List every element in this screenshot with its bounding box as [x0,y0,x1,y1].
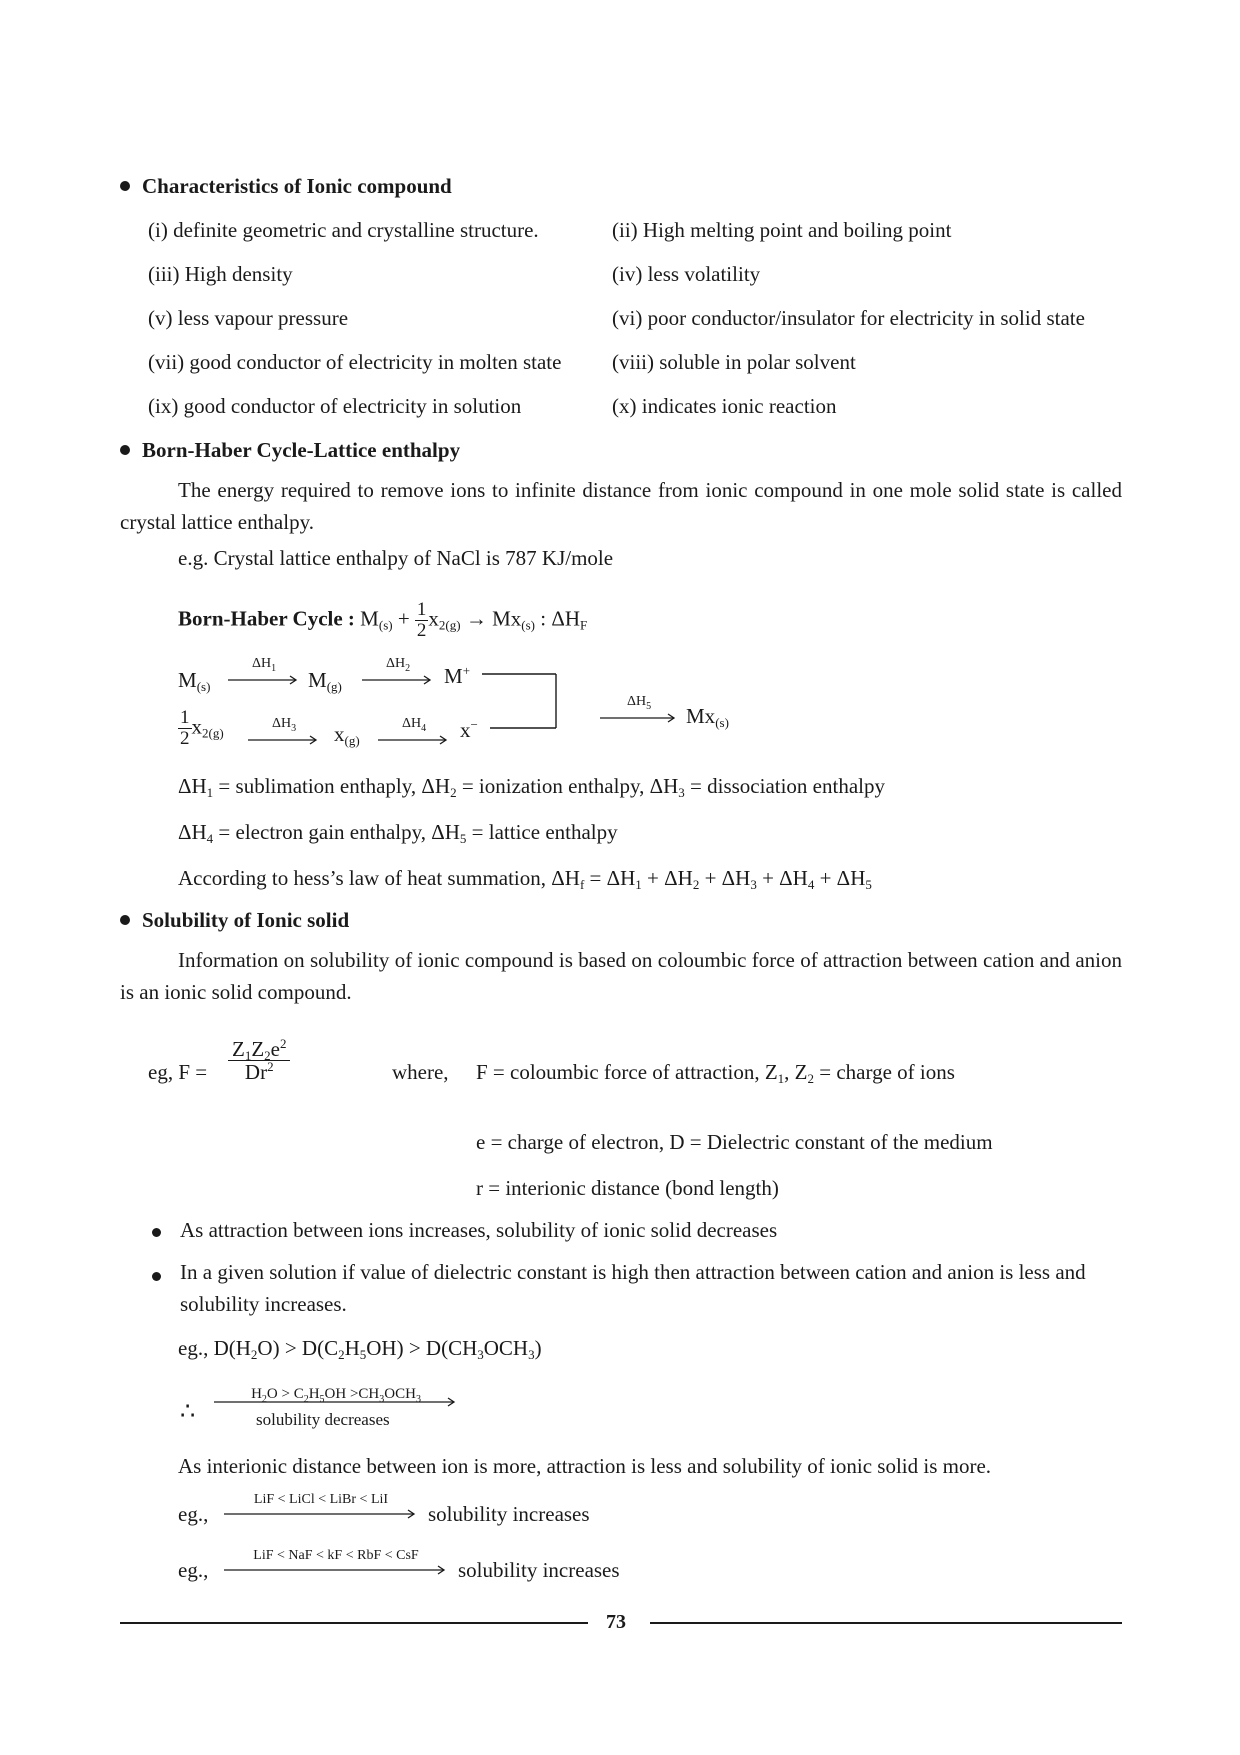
species-mx-solid: $Mx_{(s)}$ [686,704,729,730]
arrow-right-icon [228,674,300,686]
eg-prefix-1: eg., [178,1502,209,1526]
nacl-example: e.g. Crystal lattice enthalpy of NaCl is 787 KJ/mole [178,546,614,570]
list-item: (iii) High density [148,262,293,286]
species-m-solid: $M_{(s)}$ [178,668,211,694]
arrow-right-icon [600,712,678,724]
species-m-gas: $M_{(g)}$ [308,668,342,694]
where-line-3: r = interionic distance (bond length) [476,1176,779,1200]
list-item: (ii) High melting point and boiling point [612,218,952,242]
list-item: (ix) good conductor of electricity in solution [148,394,522,418]
bullet-icon [152,1272,161,1281]
where-label: where, [392,1060,449,1084]
born-haber-label: Born-Haber Cycle : [178,606,355,631]
species-x-gas: $x_{(g)}$ [334,722,360,748]
therefore-icon: ∴ [180,1399,196,1425]
arrow-right-icon [224,1508,418,1520]
arrow-right-icon [378,734,450,746]
footer-rule-left [120,1622,588,1624]
series-arrow-2: LiF < NaF < kF < RbF < CsF [224,1548,448,1576]
solubility-increases-1: solubility increases [428,1502,590,1526]
where-line-1: F = coloumbic force of attraction, $Z_1$, $Z_2$ = charge of ions [476,1060,955,1086]
arrow-dh5: $\Delta H_5$ [600,694,678,724]
section-heading-characteristics: Characteristics of Ionic compound [120,174,452,199]
bullet-icon [152,1228,161,1237]
bullet-icon [120,445,130,455]
coulomb-formula: $\frac{Z_1Z_2e^2}{Dr^2}$ [228,1038,290,1083]
sub-bullet-2 [152,1262,161,1287]
list-item: (vi) poor conductor/insulator for electricity in solid state [612,306,1085,330]
dielectric-order: eg., $D(H_2O) > D(C_2H_5OH) > D(CH_3OCH_3)$ [178,1336,542,1362]
lattice-enthalpy-definition: The energy required to remove ions to infinite distance from ionic compound in one mole solid state is called crystal lattice enthalpy. [120,478,1122,534]
arrow-dh3: $\Delta H_3$ [248,716,320,746]
sub-bullet-1 [152,1218,161,1243]
enthalpy-legend-2: $\Delta H_4$ = electron gain enthalpy, $\Delta H_5$ = lattice enthalpy [178,820,618,846]
species-half-x2: $\frac{1}{2}$ $x_{2(g)}$ [180,707,224,749]
footer-rule-right [650,1622,1122,1624]
arrow-right-icon [248,734,320,746]
section-heading-solubility: Solubility of Ionic solid [120,908,349,933]
section-heading-born-haber: Born-Haber Cycle-Lattice enthalpy [120,438,460,463]
arrow-dh1: $\Delta H_1$ [228,656,300,686]
solubility-increases-2: solubility increases [458,1558,620,1582]
arrow-dh4: $\Delta H_4$ [378,716,450,746]
interionic-statement: As interionic distance between ion is more, attraction is less and solubility of ionic solid is more. [178,1454,992,1478]
formula-label: eg, F = [148,1060,208,1084]
cycle-bracket [482,670,562,734]
list-item: (iv) less volatility [612,262,761,286]
solubility-definition: Information on solubility of ionic compound is based on coloumbic force of attraction between cation and anion is an ionic solid compound. [120,948,1122,1004]
solubility-decreases-arrow: $H_2O > C_2H_5OH >CH_3OCH_3$ solubility decreases [214,1386,458,1430]
bullet-icon [120,915,130,925]
list-item: (i) definite geometric and crystalline structure. [148,218,539,242]
arrow-right-icon [214,1396,458,1408]
series-arrow-1: LiF < LiCl < LiBr < LiI [224,1492,418,1520]
page-number: 73 [606,1611,626,1633]
list-item: (v) less vapour pressure [148,306,349,330]
list-item: (x) indicates ionic reaction [612,394,837,418]
point-dielectric: In a given solution if value of dielectric constant is high then attraction between cation and anion is less and solubility increases. [180,1260,1086,1316]
eg-prefix-2: eg., [178,1558,209,1582]
arrow-right-icon [362,674,434,686]
born-haber-equation: Born-Haber Cycle : $M_{(s)}$ + $\frac{1}{2}$ $x_{2(g)} \to Mx_{(s)}$ : $\Delta H_F$ [178,599,588,641]
arrow-dh2: $\Delta H_2$ [362,656,434,686]
enthalpy-legend-1: $\Delta H_1$ = sublimation enthaply, $\Delta H_2$ = ionization enthalpy, $\Delta H_3$ = dissociation enthalpy [178,774,885,800]
bullet-icon [120,181,130,191]
species-m-cation: M+ [444,663,471,688]
species-x-anion: x− [460,717,478,742]
where-line-2: e = charge of electron, D = Dielectric constant of the medium [476,1130,993,1154]
list-item: (vii) good conductor of electricity in molten state [148,350,562,374]
arrow-right-icon [224,1564,448,1576]
point-attraction: As attraction between ions increases, solubility of ionic solid decreases [180,1218,778,1242]
hess-law: According to hess’s law of heat summation, $\Delta H_f = \Delta H_1 + \Delta H_2 + \Delta H_3 + \Delta H_4 + \Delta H_5$ [178,866,872,892]
list-item: (viii) soluble in polar solvent [612,350,856,374]
